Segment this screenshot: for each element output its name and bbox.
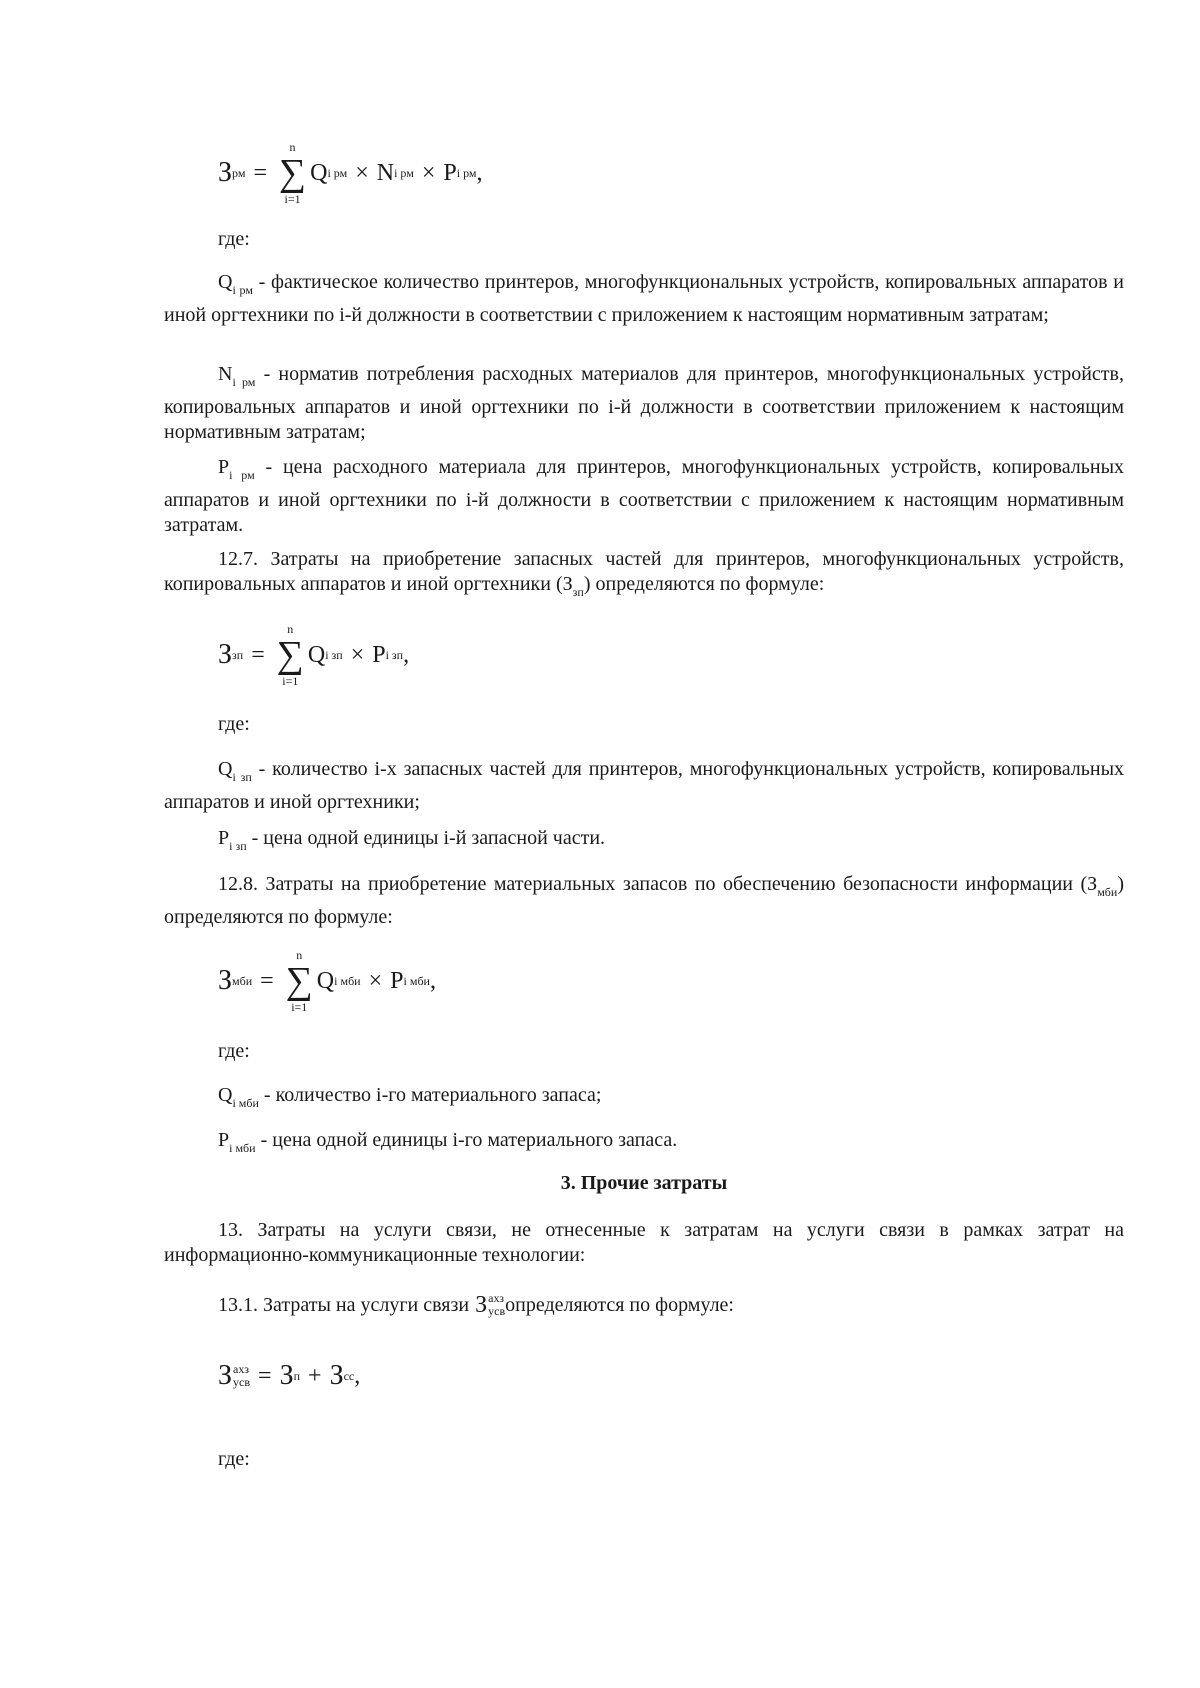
equals-sign: =	[253, 159, 267, 186]
symbol: P	[218, 456, 230, 478]
symbol: З	[1087, 873, 1098, 895]
multiply-sign: ×	[350, 641, 365, 668]
symbol-sub: мби	[1097, 885, 1118, 899]
paragraph-text: 13.1. Затраты на услуги связи	[218, 1293, 470, 1316]
symbol: P	[218, 827, 230, 849]
multiply-sign: ×	[355, 159, 369, 186]
plus-sign: +	[308, 1362, 322, 1389]
equals-sign: =	[260, 967, 274, 994]
symbol: Q	[218, 1084, 233, 1106]
formula-mbi	[218, 948, 436, 1014]
term-q: Q	[310, 159, 328, 186]
formula-comma: ,	[476, 159, 483, 186]
definition-text: - количество i-го материального запаса;	[258, 1084, 602, 1106]
definition-q-rm	[164, 270, 1124, 328]
term-p-sub: i зп	[385, 647, 404, 662]
term-q: Q	[316, 967, 335, 994]
term-p: P	[443, 159, 457, 186]
formula-lhs-sub: рм	[232, 165, 246, 180]
symbol-sub: i зп	[232, 770, 252, 784]
formula-lhs: З	[218, 639, 233, 670]
formula-lhs: З	[218, 157, 233, 188]
symbol: Q	[218, 271, 233, 293]
paragraph-text: 13. Затраты на услуги связи, не отнесенные к затратам на услуги связи в рамках затрат на информационно-коммуникационные технологии:	[164, 1219, 1124, 1266]
definition-p-zp	[164, 826, 1124, 859]
paragraph-text: 12.8. Затраты на приобретение материальных запасов по обеспечению безопасности информации (	[218, 873, 1088, 895]
section-heading: 3. Прочие затраты	[560, 1172, 728, 1194]
term-zp-sub: п	[293, 1368, 301, 1383]
paragraph-text: 12.7. Затраты на приобретение запасных частей для принтеров, многофункциональных устройств, копировальных аппаратов и иной оргтехники (	[164, 548, 1124, 595]
where-label: где:	[218, 1448, 250, 1470]
symbol-sub: i рм	[229, 468, 255, 482]
paragraph-text: ) определяются по формуле:	[164, 873, 1124, 928]
term-n: N	[376, 159, 395, 186]
equals-sign: =	[258, 1362, 272, 1389]
paragraph-text: определяются по формуле:	[505, 1293, 734, 1316]
definition-text: - цена расходного материала для принтеров, многофункциональных устройств, копировальных аппаратов и иной оргтехники по i-й должности в соответствии с приложением к настоящим нормативным затратам.	[164, 456, 1125, 536]
term-q-sub: i мби	[334, 973, 361, 988]
term-p-sub: i рм	[456, 165, 477, 180]
symbol: P	[218, 1129, 230, 1151]
definition-n-rm	[164, 362, 1124, 445]
formula-comma: ,	[403, 641, 410, 668]
sum-lower-limit: i=1	[291, 1000, 308, 1014]
multiply-sign: ×	[368, 967, 383, 994]
definition-p-rm	[164, 455, 1124, 538]
sigma-symbol: ∑	[285, 960, 313, 1002]
paragraph-13-1	[164, 1292, 1124, 1318]
term-zp: З	[279, 1360, 294, 1391]
term-p-sub: i мби	[403, 973, 430, 988]
symbol-sub: i мби	[229, 1141, 256, 1155]
where-label: где:	[218, 1040, 250, 1062]
sum-operator	[286, 948, 313, 1014]
sum-upper-limit: n	[296, 948, 303, 962]
sigma-symbol: ∑	[279, 152, 307, 194]
formula-zp	[218, 622, 409, 688]
sigma-symbol: ∑	[276, 634, 304, 676]
formula-lhs-sup: ахз	[233, 1362, 249, 1376]
symbol-sup: ахз	[488, 1291, 505, 1305]
formula-comma: ,	[354, 1362, 361, 1389]
definition-text: - фактическое количество принтеров, многофункциональных устройств, копировальных аппаратов и иной оргтехники по i-й должности в соответствии с приложением к настоящим нормативным затратам;	[164, 271, 1124, 326]
formula-comma: ,	[429, 967, 436, 994]
term-q-sub: i зп	[325, 647, 343, 662]
symbol: N	[218, 363, 233, 385]
symbol-sub: i рм	[232, 375, 256, 389]
definition-text: - цена одной единицы i-го материального запаса.	[255, 1129, 678, 1151]
formula-lhs-sub: усв	[233, 1375, 251, 1389]
definition-q-mbi	[164, 1083, 1124, 1116]
term-n-sub: i рм	[394, 165, 414, 180]
definition-text: - количество i-х запасных частей для принтеров, многофункциональных устройств, копировальных аппаратов и иной оргтехники;	[164, 758, 1125, 813]
term-p: P	[390, 967, 404, 994]
term-zss: З	[329, 1360, 344, 1391]
formula-lhs-sub: мби	[232, 973, 253, 988]
where-label: где:	[218, 228, 250, 250]
formula-lhs: З	[218, 965, 233, 996]
sum-lower-limit: i=1	[284, 192, 301, 206]
definition-text: - норматив потребления расходных материалов для принтеров, многофункциональных устройств, копировальных аппаратов и иной оргтехники по i-й должности в соответствии приложением к настоящим нормативным затратам;	[164, 363, 1124, 443]
paragraph-text: ) определяются по формуле:	[583, 573, 825, 595]
formula-usv	[218, 1360, 360, 1392]
paragraph-13	[164, 1218, 1124, 1268]
symbol: З	[562, 573, 573, 595]
formula-lhs: З	[218, 1360, 233, 1391]
symbol-sub: i рм	[232, 283, 253, 297]
formula-rm	[218, 140, 482, 206]
formula-lhs-sup-sub	[233, 1363, 250, 1389]
sum-upper-limit: n	[287, 622, 294, 636]
symbol-sub: усв	[488, 1304, 506, 1318]
term-q-sub: i рм	[327, 165, 348, 180]
multiply-sign: ×	[421, 159, 436, 186]
formula-lhs-sub: зп	[232, 647, 244, 662]
sum-operator	[279, 140, 306, 206]
symbol-sup-sub	[488, 1292, 505, 1318]
term-q: Q	[307, 641, 326, 668]
definition-p-mbi	[164, 1128, 1124, 1161]
sum-operator	[277, 622, 304, 688]
symbol-sub: i зп	[229, 839, 247, 853]
symbol-sub: i мби	[232, 1096, 259, 1110]
equals-sign: =	[251, 641, 265, 668]
term-zss-sub: сс	[343, 1368, 355, 1383]
paragraph-12-7	[164, 547, 1124, 605]
term-p: P	[372, 641, 386, 668]
sum-upper-limit: n	[289, 140, 296, 154]
symbol: З	[475, 1291, 488, 1318]
definition-q-zp	[164, 757, 1124, 815]
definition-text: - цена одной единицы i-й запасной части.	[246, 827, 606, 849]
paragraph-12-8	[164, 872, 1124, 930]
where-label: где:	[218, 713, 250, 735]
symbol: Q	[218, 758, 233, 780]
sum-lower-limit: i=1	[282, 674, 299, 688]
symbol-sub: зп	[572, 585, 584, 599]
